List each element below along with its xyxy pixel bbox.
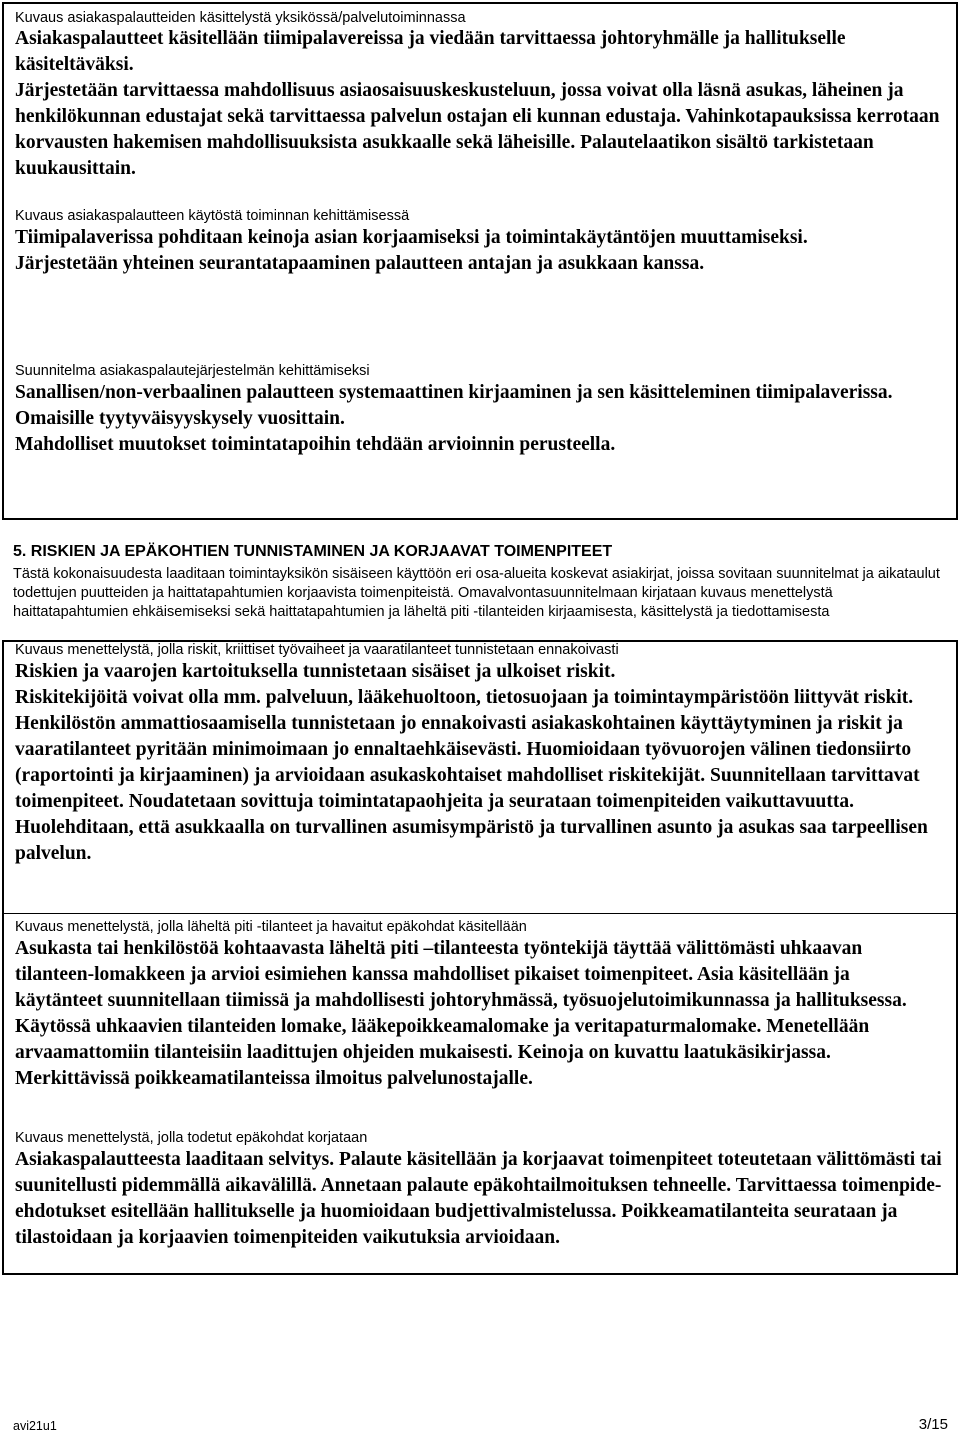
section-text: Henkilöstön ammattiosaamisella tunnistetaan jo ennakoivasti asiakaskohtainen käyttäytyminen ja riskit ja vaaratilanteet pyritään minimoimaan jo ennaltaehkäisevästi. Huomioidaan työvuorojen välinen tiedonsiirto (raportointi ja kirjaaminen) ja arvioidaan asukaskohtaiset mahdolliset riskitekijät. Suunnitellaan tarvittavat toimenpiteet. Noudatetaan sovittuja toimintatapaohjeita ja seurataan toimenpiteiden vaikuttavuutta. Huolehditaan, että asukkaalla on turvallinen asumisympäristö ja turvallinen asunto ja asukas saa tarpeellisen palvelun. — [15, 713, 928, 864]
section-label: Suunnitelma asiakaspalautejärjestelmän kehittämiseksi — [15, 363, 370, 379]
document-id: avi21u1 — [13, 1419, 57, 1433]
section-label: Kuvaus asiakaspalautteen käytöstä toiminnan kehittämisessä — [15, 208, 410, 224]
section-label: Kuvaus menettelystä, jolla läheltä piti -tilanteet ja havaitut epäkohdat käsitellään — [15, 919, 527, 935]
section-text: Asukasta tai henkilöstöä kohtaavasta läheltä piti –tilanteesta työntekijä täyttää välittömästi uhkaavan tilanteen-lomakkeen ja arvioi esimiehen kanssa mahdolliset pikaiset toimenpiteet. Asia käsitellään ja käytänteet suunnitellaan tiimissä ja mahdollisesti johtoryhmässä, työsuojelutoimikunnassa ja hallituksessa. Käytössä uhkaavien tilanteiden lomake, lääkepoikkeamalomake ja veritapaturmalomake. Menetellään arvaamattomiin tilanteisiin laadittujen ohjeiden mukaisesti. Keinoja on kuvattu laatukäsikirjassa. Merkittävissä poikkeamatilanteissa ilmoitus palvelunostajalle. — [15, 938, 907, 1089]
section-label: Kuvaus asiakaspalautteiden käsittelystä yksikössä/palvelutoiminnassa — [15, 10, 466, 26]
near-miss-section — [15, 919, 942, 1092]
section-text: Sanallisen/non-verbaalinen palautteen systemaattinen kirjaaminen ja sen käsitteleminen tiimipalaverissa. — [15, 382, 893, 403]
section-text: Riskien ja vaarojen kartoituksella tunnistetaan sisäiset ja ulkoiset riskit. — [15, 661, 616, 682]
section-intro: Tästä kokonaisuudesta laaditaan toimintayksikön sisäiseen käyttöön eri osa-alueita koskevat asiakirjat, joissa sovitaan suunnitelmat ja aikataulut todettujen puutteiden ja haittatapahtumien korjaavista toimenpiteistä. Omavalvontasuunnitelmaan kirjataan kuvaus menettelystä haittatapahtumien ehkäisemiseksi sekä haittatapahtumien ja läheltä piti -tilanteiden kirjaamisesta, käsittelystä ja tiedottamisesta — [13, 566, 940, 620]
risk-identification-section — [15, 642, 942, 867]
section-label: Kuvaus menettelystä, jolla riskit, kriittiset työvaiheet ja vaaratilanteet tunnistetaan ennakoivasti — [15, 642, 619, 658]
section-text: Järjestetään tarvittaessa mahdollisuus asiaosaisuuskeskusteluun, jossa voivat olla läsnä asukas, läheinen ja henkilökunnan edustajat sekä tarvittaessa palvelun ostajan eli kunnan edustaja. Vahinkotapauksissa kerrotaan korvausten hakemisen mahdollisuuksista asukkaalle sekä läheisille. Palautelaatikon sisältö tarkistetaan kuukausittain. — [15, 80, 940, 179]
section-text: Riskitekijöitä voivat olla mm. palveluun, lääkehuoltoon, tietosuojaan ja toimintaympäristöön liittyvät riskit. — [15, 687, 914, 708]
section-label: Kuvaus menettelystä, jolla todetut epäkohdat korjataan — [15, 1130, 368, 1146]
feedback-development-section — [15, 363, 896, 458]
section-text: Tiimipalaverissa pohditaan keinoja asian korjaamiseksi ja toimintakäytäntöjen muuttamiseksi. — [15, 227, 808, 248]
section-text: Mahdolliset muutokset toimintatapoihin tehdään arvioinnin perusteella. — [15, 434, 616, 455]
section-text: Asiakaspalautteet käsitellään tiimipalavereissa ja viedään tarvittaessa johtoryhmälle ja hallitukselle käsiteltäväksi. — [15, 28, 846, 75]
feedback-box — [2, 2, 958, 520]
section-text: Omaisille tyytyväisyyskysely vuosittain. — [15, 408, 345, 429]
feedback-handling-section — [15, 10, 948, 182]
section-heading: 5. RISKIEN JA EPÄKOHTIEN TUNNISTAMINEN JA KORJAAVAT TOIMENPITEET — [13, 543, 613, 560]
divider — [4, 913, 956, 914]
risk-box — [2, 640, 958, 1275]
feedback-use-section — [15, 208, 948, 277]
corrections-section — [15, 1130, 942, 1251]
section-text: Asiakaspalautteesta laaditaan selvitys. Palaute käsitellään ja korjaavat toimenpiteet toteutetaan välittömästi tai suunitellusti pidemmällä aikavälillä. Annetaan palaute epäkohtailmoituksen tehneelle. Tarvittaessa toimenpide-ehdotukset esitellään hallitukselle ja huomioidaan budjettivalmistelussa. Poikkeamatilanteita seurataan ja tilastoidaan ja korjaavien toimenpiteiden vaikutuksia arvioidaan. — [15, 1149, 942, 1248]
section-text: Järjestetään yhteinen seurantatapaaminen palautteen antajan ja asukkaan kanssa. — [15, 253, 705, 274]
page-number: 3/15 — [918, 1416, 948, 1433]
